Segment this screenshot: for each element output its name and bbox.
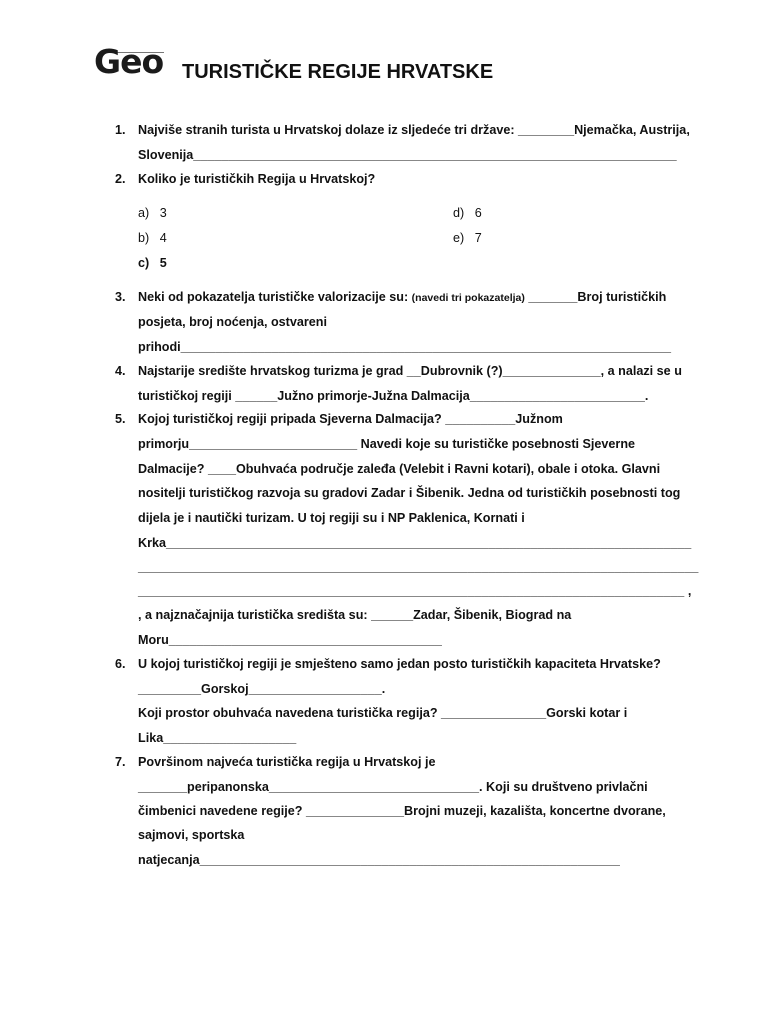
q5-line-1: Kojoj turističkoj regiji pripada Sjeverna Dalmacija? __________Južnom <box>138 412 563 426</box>
q2-option-c-key: c) <box>138 256 150 270</box>
q2-line-1: Koliko je turističkih Regija u Hrvatskoj? <box>138 172 376 186</box>
q3-line-1 <box>138 289 666 306</box>
q2-option-e-value: 7 <box>474 231 482 245</box>
page-title: TURISTIČKE REGIJE HRVATSKE <box>182 61 494 83</box>
q4-number: 4. <box>115 364 126 378</box>
q1-number: 1. <box>115 123 126 137</box>
q7-number: 7. <box>115 755 126 769</box>
q6-line-3: Koji prostor obuhvaća navedena turistička regija? _______________Gorski kotar i <box>138 706 628 720</box>
q4-line-2: turističkoj regiji ______Južno primorje-Južna Dalmacija_________________________. <box>138 389 649 403</box>
q4-line-1: Najstarije središte hrvatskog turizma je grad __Dubrovnik (?)______________, a nalazi se u <box>138 364 682 378</box>
q3-number: 3. <box>115 290 126 304</box>
q2-option-b-value: 4 <box>159 231 167 245</box>
q5-line-2: primorju________________________ Navedi koje su turističke posebnosti Sjeverne <box>138 437 636 451</box>
q2-option-b-key: b) <box>138 231 150 245</box>
q3-line-1-answer: _______Broj turističkih <box>524 290 667 304</box>
q3-line-2: posjeta, broj noćenja, ostvareni <box>138 315 327 329</box>
q5-line-3: Dalmacije? ____Obuhvaća područje zaleđa (Velebit i Ravni kotari), obale i otoka. Glavni <box>138 462 661 476</box>
q2-option-e <box>453 230 482 246</box>
q2-option-b <box>138 230 167 246</box>
q7-line-1: Površinom najveća turistička regija u Hrvatskoj je <box>138 755 436 769</box>
q1-line-2: Slovenija_____________________________________________________________________ <box>138 148 677 162</box>
q3-line-3: prihodi______________________________________________________________________ <box>138 340 671 354</box>
q7-line-4: sajmovi, sportska <box>138 828 245 842</box>
q2-option-a-key: a) <box>138 206 150 220</box>
q5-line-10: Moru_______________________________________ <box>138 633 442 647</box>
q2-option-d <box>453 205 482 221</box>
q2-option-c <box>138 255 167 271</box>
q6-line-1: U kojoj turističkoj regiji je smješteno samo jedan posto turističkih kapaciteta Hrvatske? <box>138 657 661 671</box>
q5-line-8: ______________________________________________________________________________ , <box>138 584 692 598</box>
q5-line-9: , a najznačajnija turistička središta su: ______Zadar, Šibenik, Biograd na <box>138 608 572 622</box>
q5-line-6: Krka___________________________________________________________________________ <box>138 536 692 550</box>
q5-line-4: nositelji turističkog razvoja su gradovi Zadar i Šibenik. Jedna od turističkih posebnosti tog <box>138 486 681 500</box>
q5-line-7: ________________________________________________________________________________ <box>138 560 699 574</box>
q7-line-3: čimbenici navedene regije? ______________Brojni muzeji, kazališta, koncertne dvorane, <box>138 804 666 818</box>
q2-option-d-key: d) <box>453 206 465 220</box>
q3-hint: (navedi tri pokazatelja) <box>411 292 525 304</box>
q1-line-1: Najviše stranih turista u Hrvatskoj dolaze iz sljedeće tri države: ________Njemačka, Austrija, <box>138 123 690 137</box>
q2-option-e-key: e) <box>453 231 465 245</box>
geo-logo: Geo <box>94 42 164 81</box>
q3-line-1-text: Neki od pokazatelja turističke valorizacije su: <box>138 290 412 304</box>
q6-number: 6. <box>115 657 126 671</box>
q2-option-d-value: 6 <box>474 206 482 220</box>
q2-option-a-value: 3 <box>159 206 167 220</box>
q7-line-2: _______peripanonska______________________________. Koji su društveno privlačni <box>138 780 648 794</box>
q2-option-a <box>138 205 167 221</box>
q6-line-4: Lika___________________ <box>138 731 297 745</box>
q5-line-5: dijela je i nautički turizam. U toj regiji su i NP Paklenica, Kornati i <box>138 511 525 525</box>
q6-line-2: _________Gorskoj___________________. <box>138 682 386 696</box>
q7-line-5: natjecanja____________________________________________________________ <box>138 853 620 867</box>
q2-option-c-value: 5 <box>159 256 167 270</box>
q5-number: 5. <box>115 412 126 426</box>
q2-number: 2. <box>115 172 126 186</box>
